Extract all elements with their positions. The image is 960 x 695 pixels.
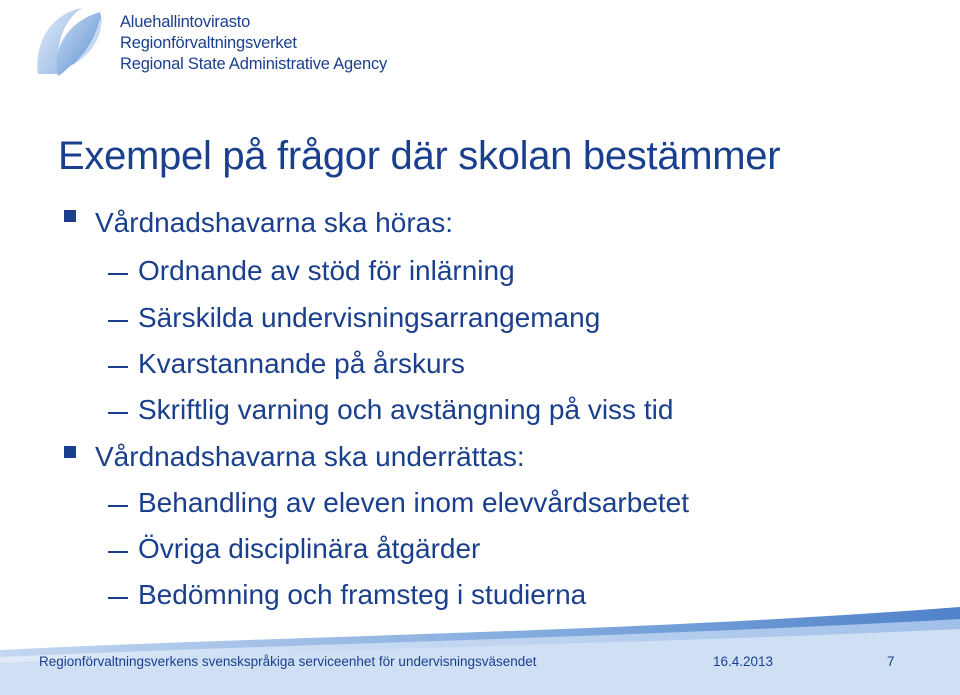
square-bullet-icon: [64, 446, 76, 458]
square-bullet-icon: [64, 210, 76, 222]
dash-bullet-icon: [108, 551, 128, 553]
dash-bullet-icon: [108, 273, 128, 275]
list-item: Övriga disciplinära åtgärder: [138, 533, 481, 564]
dash-bullet-icon: [108, 366, 128, 368]
footer-wave-decoration: [0, 595, 960, 695]
list-item: Särskilda undervisningsarrangemang: [138, 302, 601, 333]
list-item: Skriftlig varning och avstängning på viss tid: [138, 394, 674, 425]
footer-date: 16.4.2013: [713, 654, 774, 669]
list-item: Bedömning och framsteg i studierna: [138, 579, 587, 610]
agency-name-swedish: Regionförvaltningsverket: [120, 34, 297, 52]
dash-bullet-icon: [108, 505, 128, 507]
dash-bullet-icon: [108, 320, 128, 322]
slide-title: Exempel på frågor där skolan bestämmer: [58, 134, 781, 178]
section-heading-informed: Vårdnadshavarna ska underrättas:: [95, 441, 525, 472]
footer-page-number: 7: [887, 654, 895, 669]
agency-name: [120, 12, 387, 75]
footer-organization: Regionförvaltningsverkens svenskspråkiga serviceenhet för undervisningsväsendet: [39, 654, 537, 669]
list-item: Behandling av eleven inom elevvårdsarbetet: [138, 487, 690, 518]
section-heading-heard: Vårdnadshavarna ska höras:: [95, 207, 453, 238]
agency-logo: [30, 4, 390, 84]
list-item: Kvarstannande på årskurs: [138, 348, 465, 379]
list-item: Ordnande av stöd för inlärning: [138, 255, 515, 286]
agency-name-english: Regional State Administrative Agency: [120, 55, 388, 73]
dash-bullet-icon: [108, 412, 128, 414]
agency-logo-icon: [30, 4, 108, 80]
agency-name-finnish: Aluehallintovirasto: [120, 13, 251, 31]
